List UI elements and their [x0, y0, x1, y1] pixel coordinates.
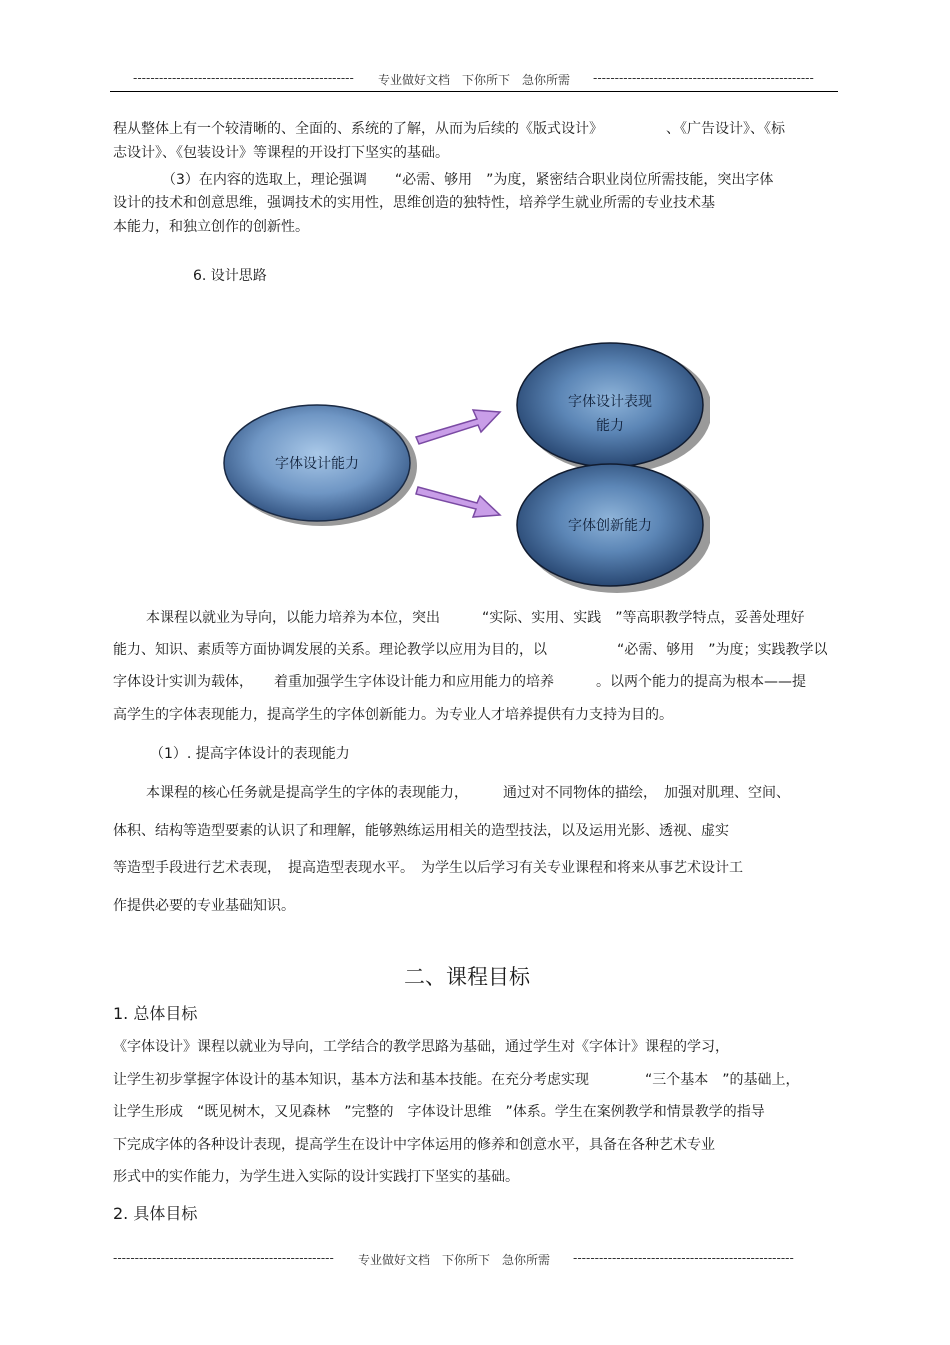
left-node-label: 字体设计能力 — [275, 456, 359, 472]
footer-dashes-right: --------------------------------------------------- — [573, 1251, 794, 1265]
paragraph-line: 下完成字体的各种设计表现，提高学生在设计中字体运用的修养和创意水平，具备在各种艺术专业 — [113, 1137, 715, 1153]
paragraph-line: 本能力，和独立创作的创新性。 — [113, 219, 309, 235]
header-dashes-left: --------------------------------------------------- — [133, 71, 354, 85]
subheading-expression-ability: （1）. 提高字体设计的表现能力 — [150, 746, 350, 762]
paragraph-line: 作提供必要的专业基础知识。 — [113, 898, 295, 914]
top-node-label-line1: 字体设计表现 — [568, 394, 652, 410]
paragraph-line: （3）在内容的选取上，理论强调 “必需、够用 ”为度，紧密结合职业岗位所需技能，突出字体 — [162, 172, 774, 188]
section-heading-design-ideas: 6. 设计思路 — [193, 268, 267, 284]
header-dashes-right: --------------------------------------------------- — [593, 71, 814, 85]
paragraph-line: 能力、知识、素质等方面协调发展的关系。理论教学以应用为目的，以 “必需、够用 ”为度；实践教学以 — [113, 642, 828, 658]
header-rule — [110, 91, 838, 92]
paragraph-line: 让学生初步掌握字体设计的基本知识，基本方法和基本技能。在充分考虑实现 “三个基本 ”的基础上， — [113, 1072, 800, 1088]
paragraph-line: 形式中的实作能力，为学生进入实际的设计实践打下坚实的基础。 — [113, 1169, 519, 1185]
footer-text: 专业做好文档 下你所下 急你所需 — [358, 1253, 551, 1267]
ability-diagram — [220, 330, 710, 600]
paragraph-line: 让学生形成 “既见树木，又见森林 ”完整的 字体设计思维 ”体系。学生在案例教学和情景教学的指导 — [113, 1104, 765, 1120]
paragraph-line: 体积、结构等造型要素的认识了和理解，能够熟练运用相关的造型技法，以及运用光影、透视、虚实 — [113, 823, 729, 839]
paragraph-line: 《字体设计》课程以就业为导向，工学结合的教学思路为基础，通过学生对《字体计》课程的学习， — [113, 1039, 729, 1055]
paragraph-line: 等造型手段进行艺术表现， 提高造型表现水平。 为学生以后学习有关专业课程和将来从事艺术设计工 — [113, 860, 743, 876]
header-text: 专业做好文档 下你所下 急你所需 — [378, 73, 571, 87]
paragraph-line: 志设计》、《包装设计》等课程的开设打下坚实的基础。 — [113, 145, 449, 161]
paragraph-line: 设计的技术和创意思维，强调技术的实用性，思维创造的独特性，培养学生就业所需的专业技术基 — [113, 195, 715, 211]
footer-dashes-left: --------------------------------------------------- — [113, 1251, 334, 1265]
paragraph-line: 本课程以就业为导向，以能力培养为本位，突出 “实际、实用、实践 ”等高职教学特点，妥善处理好 — [146, 610, 805, 626]
arrow-to-expression-icon — [416, 410, 500, 444]
paragraph-line: 字体设计实训为载体， 着重加强学生字体设计能力和应用能力的培养 。以两个能力的提高为根本——提 — [113, 674, 806, 690]
section-title-course-goals: 二、课程目标 — [404, 965, 530, 989]
top-node-label-line2: 能力 — [596, 418, 624, 434]
arrow-to-innovation-icon — [416, 487, 500, 517]
paragraph-line: 高学生的字体表现能力，提高学生的字体创新能力。为专业人才培养提供有力支持为目的。 — [113, 707, 673, 723]
goal-heading-overall: 1. 总体目标 — [113, 1004, 198, 1023]
paragraph-line: 程从整体上有一个较清晰的、全面的、系统的了解，从而为后续的《版式设计》 、《广告设计》、《标 — [113, 121, 785, 137]
paragraph-line: 本课程的核心任务就是提高学生的字体的表现能力， 通过对不同物体的描绘， 加强对肌理、空间、 — [146, 785, 790, 801]
bottom-node-label: 字体创新能力 — [568, 518, 652, 534]
goal-heading-specific: 2. 具体目标 — [113, 1204, 198, 1223]
